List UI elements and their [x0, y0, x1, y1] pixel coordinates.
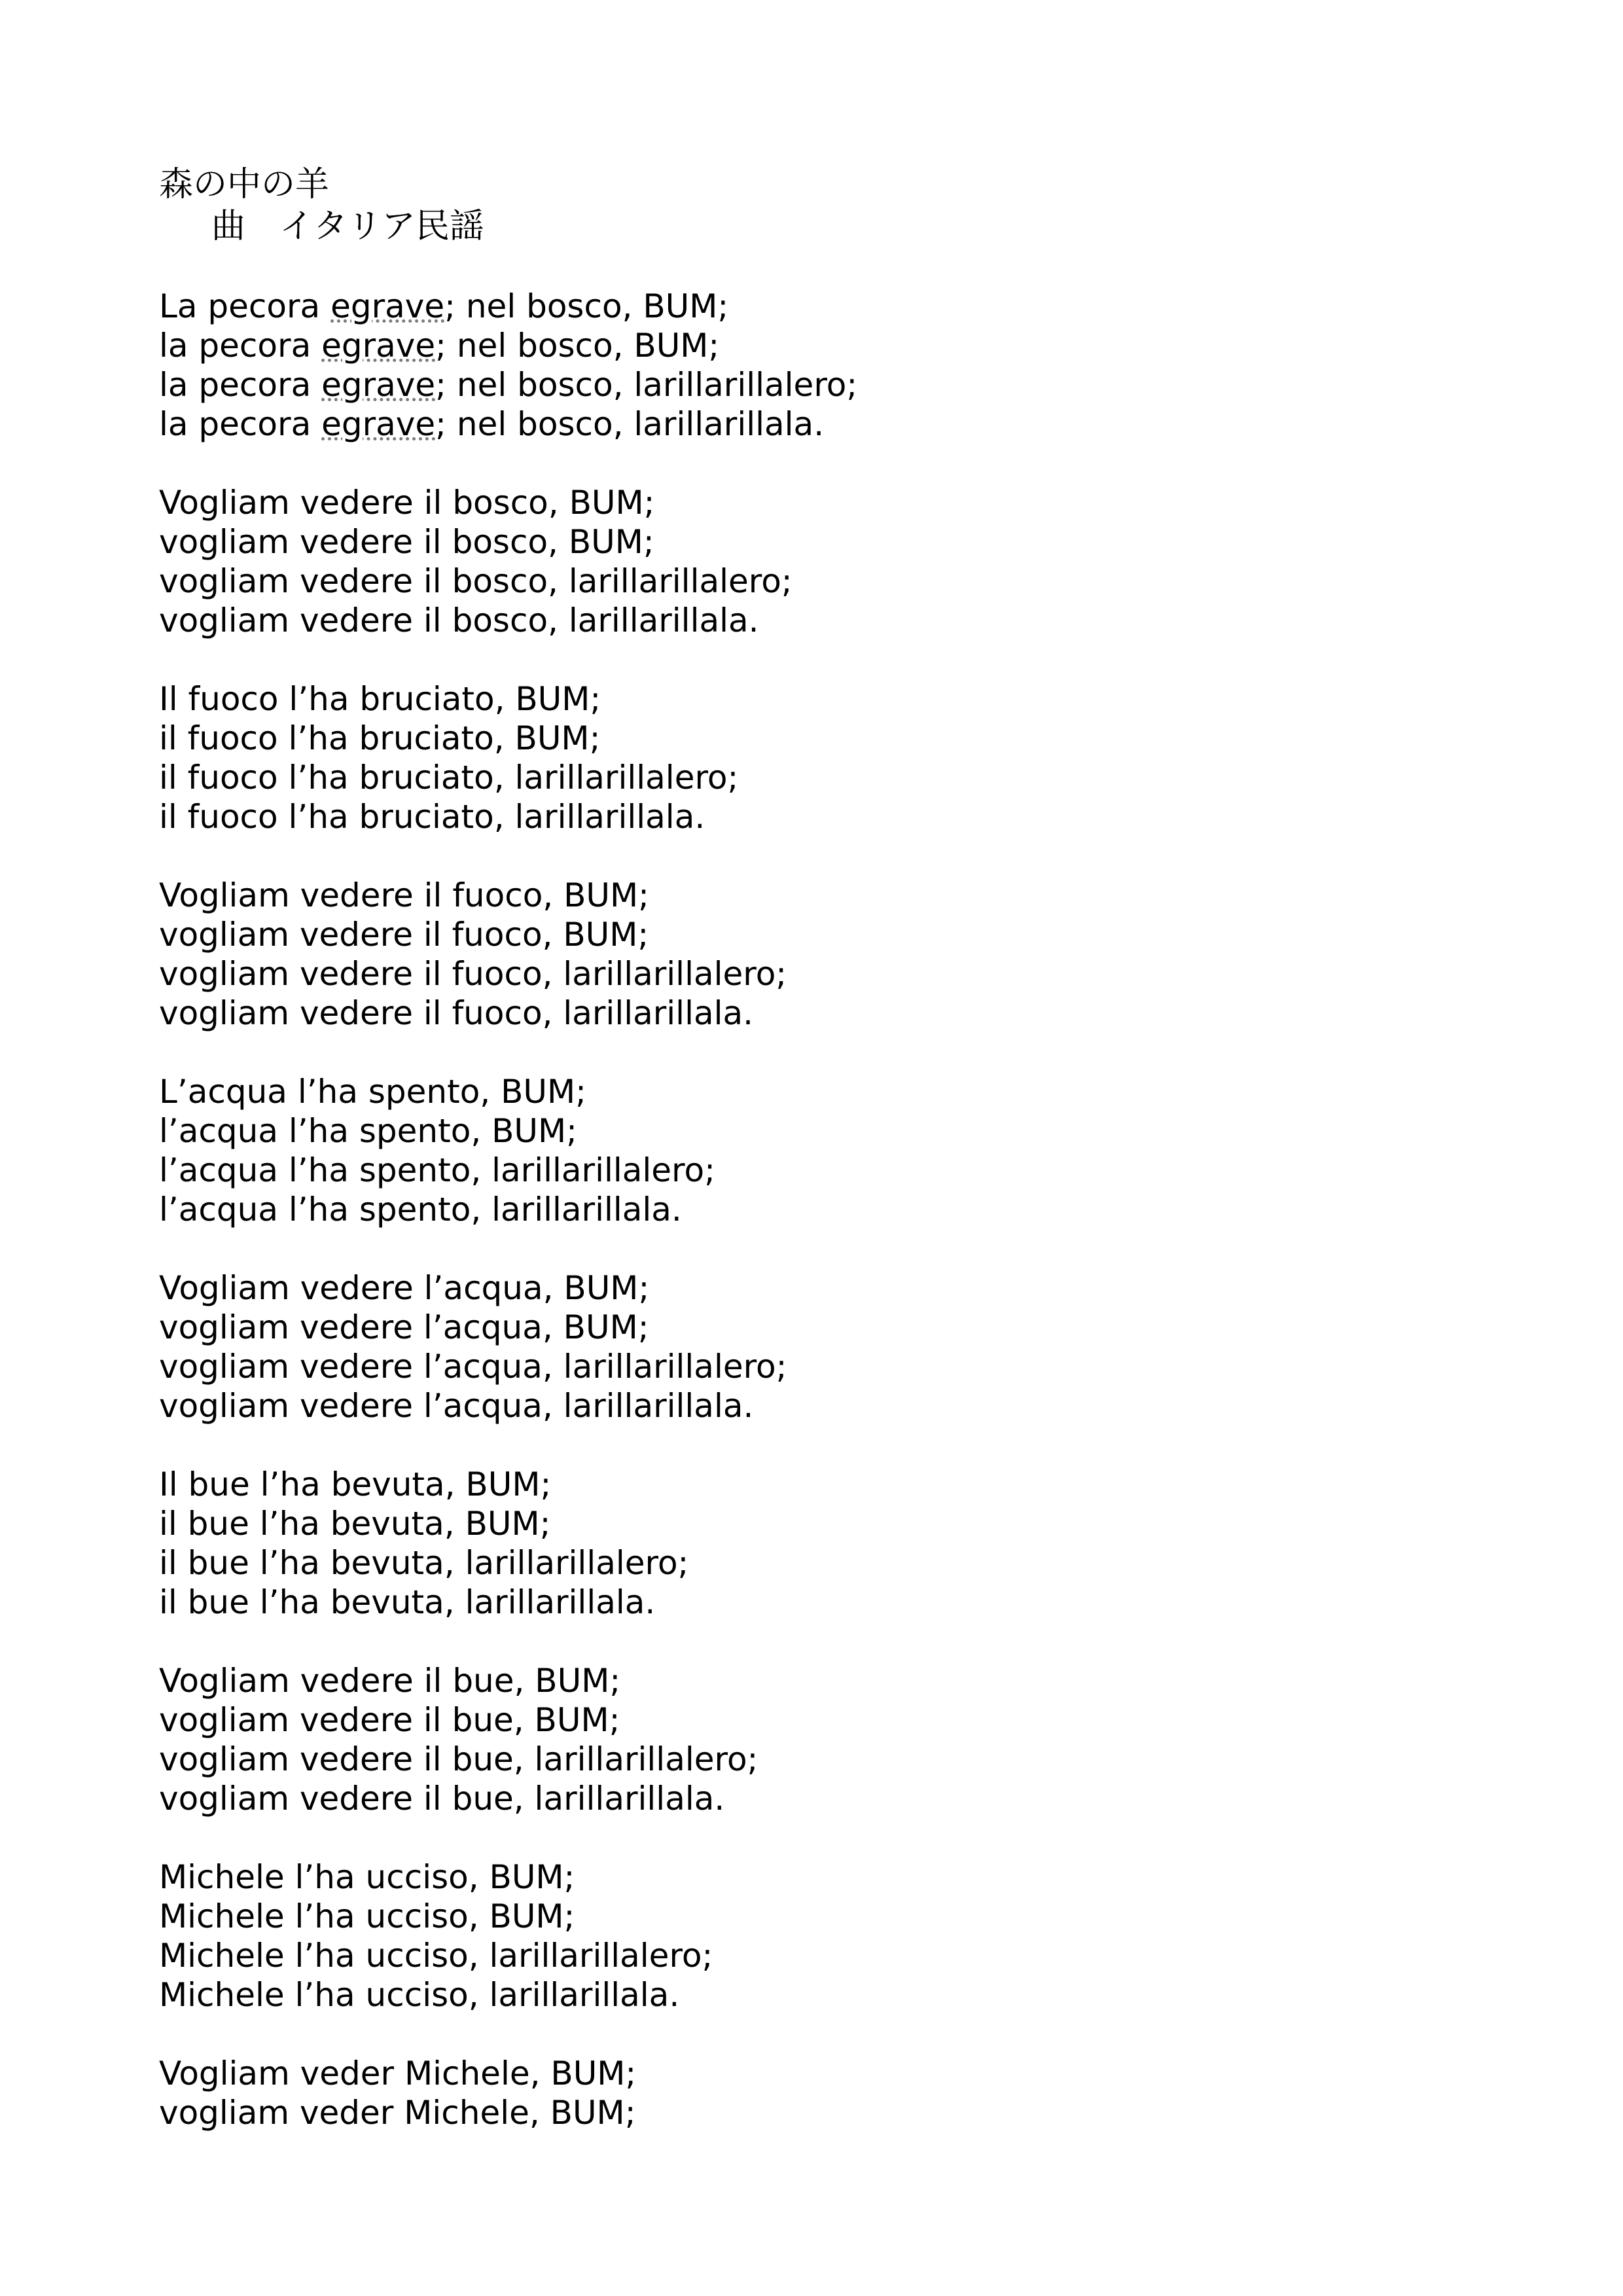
lyric-text: vogliam vedere il bosco, larillarillalero;	[159, 562, 793, 600]
lyric-text: Michele l’ha ucciso, BUM;	[159, 1897, 575, 1935]
lyric-line	[159, 1072, 1533, 1111]
lyric-line	[159, 1151, 1533, 1190]
lyric-text: vogliam vedere il bosco, larillarillala.	[159, 601, 759, 639]
lyric-line	[159, 601, 1533, 640]
spellcheck-underlined-word: egrave	[321, 405, 436, 443]
lyric-line	[159, 522, 1533, 562]
lyric-text: ; nel bosco, BUM;	[435, 327, 720, 365]
lyric-text: Vogliam vedere l’acqua, BUM;	[159, 1269, 650, 1307]
lyric-line	[159, 915, 1533, 954]
lyric-text: vogliam veder Michele, BUM;	[159, 2094, 636, 2132]
lyric-line	[159, 1308, 1533, 1347]
lyric-line	[159, 326, 1533, 365]
lyric-line	[159, 1779, 1533, 1818]
lyric-text: ; nel bosco, larillarillalero;	[435, 366, 858, 404]
lyric-line	[159, 1897, 1533, 1936]
lyric-text: la pecora	[159, 327, 322, 365]
lyric-text: la pecora	[159, 405, 322, 443]
spellcheck-underlined-word: egrave	[330, 287, 445, 325]
lyric-line	[159, 483, 1533, 522]
spellcheck-underlined-word: egrave	[321, 327, 436, 365]
lyric-line	[159, 1465, 1533, 1504]
lyric-line	[159, 1347, 1533, 1386]
lyric-text: vogliam vedere l’acqua, BUM;	[159, 1308, 649, 1346]
lyric-text: La pecora	[159, 287, 331, 325]
lyric-line	[159, 287, 1533, 326]
lyric-text: l’acqua l’ha spento, BUM;	[159, 1112, 577, 1150]
lyric-text: l’acqua l’ha spento, larillarillalero;	[159, 1151, 715, 1189]
lyric-text: vogliam vedere il bue, BUM;	[159, 1701, 620, 1739]
lyric-text: la pecora	[159, 366, 322, 404]
lyric-line	[159, 2093, 1533, 2132]
stanza	[159, 483, 1533, 640]
stanza	[159, 679, 1533, 836]
lyric-line	[159, 797, 1533, 836]
lyric-text: Michele l’ha ucciso, BUM;	[159, 1858, 575, 1896]
lyric-text: vogliam vedere l’acqua, larillarillala.	[159, 1387, 754, 1425]
lyric-text: Vogliam veder Michele, BUM;	[159, 2054, 637, 2092]
stanza	[159, 1268, 1533, 1426]
lyric-text: Il bue l’ha bevuta, BUM;	[159, 1465, 552, 1503]
lyric-text: il bue l’ha bevuta, larillarillalero;	[159, 1544, 689, 1582]
lyric-line	[159, 1543, 1533, 1583]
lyric-line	[159, 1111, 1533, 1151]
lyric-line	[159, 1857, 1533, 1897]
lyric-text: il fuoco l’ha bruciato, larillarillala.	[159, 798, 705, 836]
lyric-text: Vogliam vedere il fuoco, BUM;	[159, 876, 649, 914]
lyric-line	[159, 1583, 1533, 1622]
lyric-text: Vogliam vedere il bosco, BUM;	[159, 484, 655, 522]
lyric-text: il fuoco l’ha bruciato, BUM;	[159, 719, 601, 757]
composer-line: 曲 イタリア民謡	[211, 207, 484, 246]
song-title: 森の中の羊	[159, 165, 330, 204]
lyric-line	[159, 562, 1533, 601]
lyric-text: l’acqua l’ha spento, larillarillala.	[159, 1191, 682, 1229]
lyric-text: vogliam vedere il fuoco, larillarillala.	[159, 994, 754, 1032]
stanza	[159, 2054, 1533, 2132]
stanza	[159, 287, 1533, 444]
lyric-text: il fuoco l’ha bruciato, larillarillalero;	[159, 759, 739, 797]
lyric-text: vogliam vedere il bue, larillarillala.	[159, 1780, 725, 1818]
lyric-text: vogliam vedere il fuoco, BUM;	[159, 916, 649, 954]
lyric-line	[159, 679, 1533, 719]
spellcheck-underlined-word: egrave	[321, 366, 436, 404]
lyric-text: vogliam vedere il bue, larillarillalero;	[159, 1740, 758, 1778]
lyric-text: vogliam vedere il fuoco, larillarillalero;	[159, 955, 787, 993]
lyric-text: il bue l’ha bevuta, larillarillala.	[159, 1583, 656, 1621]
lyric-line	[159, 876, 1533, 915]
lyric-text: Vogliam vedere il bue, BUM;	[159, 1662, 621, 1700]
lyric-text: Il fuoco l’ha bruciato, BUM;	[159, 680, 601, 718]
lyric-text: il bue l’ha bevuta, BUM;	[159, 1505, 551, 1543]
stanza	[159, 1857, 1533, 2015]
lyric-line	[159, 1190, 1533, 1229]
lyric-line	[159, 1700, 1533, 1740]
stanza	[159, 1072, 1533, 1229]
lyric-text: vogliam vedere il bosco, BUM;	[159, 523, 654, 561]
lyric-line	[159, 1268, 1533, 1308]
lyric-text: ; nel bosco, larillarillala.	[435, 405, 825, 443]
lyric-line	[159, 1975, 1533, 2015]
lyric-line	[159, 1740, 1533, 1779]
lyric-line	[159, 994, 1533, 1033]
lyric-line	[159, 758, 1533, 797]
lyric-line	[159, 1386, 1533, 1426]
lyric-text: Michele l’ha ucciso, larillarillalero;	[159, 1937, 713, 1975]
lyric-text: ; nel bosco, BUM;	[444, 287, 729, 325]
document-page	[159, 164, 1533, 2172]
lyric-text: vogliam vedere l’acqua, larillarillalero;	[159, 1348, 787, 1386]
lyric-line	[159, 1661, 1533, 1700]
lyric-text: Michele l’ha ucciso, larillarillala.	[159, 1976, 680, 2014]
stanza	[159, 1465, 1533, 1622]
lyric-line	[159, 365, 1533, 404]
lyric-line	[159, 2054, 1533, 2093]
lyric-line	[159, 719, 1533, 758]
lyric-line	[159, 1504, 1533, 1543]
lyrics-body	[159, 287, 1533, 2132]
lyric-text: L’acqua l’ha spento, BUM;	[159, 1073, 586, 1111]
stanza	[159, 876, 1533, 1033]
lyric-line	[159, 954, 1533, 994]
stanza	[159, 1661, 1533, 1818]
lyric-line	[159, 404, 1533, 444]
lyric-line	[159, 1936, 1533, 1975]
